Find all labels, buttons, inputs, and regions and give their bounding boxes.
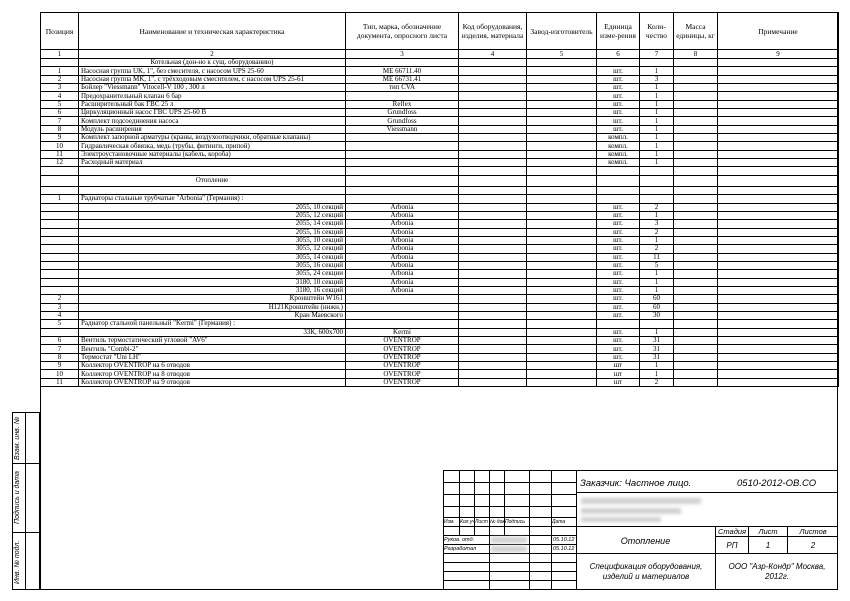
- row-qty: 1: [640, 117, 674, 125]
- row-type: Viessmann: [346, 125, 459, 133]
- row-type: OVENTROP: [346, 337, 459, 345]
- row-unit: шт.: [597, 75, 640, 83]
- row-type: OVENTROP: [346, 362, 459, 370]
- row-name: 3180, 10 секций: [79, 278, 346, 286]
- row-name: Коллектор OVENTROP на 6 отводов: [79, 362, 346, 370]
- row-position: 7: [41, 117, 79, 125]
- header-name: Наименование и техническая характеристика: [79, 13, 346, 50]
- row-name: 3055, 24 секции: [79, 270, 346, 278]
- row-qty: 1: [640, 211, 674, 219]
- row-unit: шт.: [597, 228, 640, 236]
- row-unit: шт.: [597, 261, 640, 269]
- column-number: 9: [718, 50, 839, 59]
- row-type: Arbonia: [346, 286, 459, 294]
- row-name: H121Кронштейн (нижн.): [79, 303, 346, 311]
- row-unit: шт.: [597, 311, 640, 319]
- sidebar-value-cell: [25, 463, 40, 533]
- row-name: Котельная (дон-но к сущ. оборудованию): [79, 59, 346, 67]
- stamp-kol: Кол.уч: [460, 519, 475, 525]
- row-position: 3: [41, 303, 79, 311]
- row-unit: шт.: [597, 67, 640, 75]
- row-name: 3055, 14 секций: [79, 253, 346, 261]
- row-qty: 1: [640, 134, 674, 142]
- row-name: Комплект подсоединения насоса: [79, 117, 346, 125]
- row-qty: 1: [640, 270, 674, 278]
- row-position: 6: [41, 109, 79, 117]
- row-name: 2055, 16 секций: [79, 228, 346, 236]
- row-name: Радиаторы стальные трубчатые "Arbonia" (Германия) :: [79, 195, 346, 203]
- row-unit: шт.: [597, 220, 640, 228]
- column-number: 4: [459, 50, 527, 59]
- row-name: Вентиль "Combi-2": [79, 345, 346, 353]
- row-name: Термостат "Uni LH": [79, 353, 346, 361]
- row-type: Grundfoss: [346, 109, 459, 117]
- row-unit: компл.: [597, 150, 640, 158]
- row-type: OVENTROP: [346, 345, 459, 353]
- row-type: Arbonia: [346, 211, 459, 219]
- row-name: Модуль расширения: [79, 125, 346, 133]
- row-type: Arbonia: [346, 278, 459, 286]
- row-name: Бойлер "Viessmann" Vitocell-V 100 , 300 л: [79, 84, 346, 92]
- header-qty: Коли-чество: [640, 13, 674, 50]
- organization: ООО "Азр-Кондр" Москва, 2012г.: [728, 562, 826, 581]
- row-qty: 1: [640, 109, 674, 117]
- row-position: 2: [41, 295, 79, 303]
- row-name: Комплект запорной арматуры (краны, воздухоотводчики, обратные клапаны): [79, 134, 346, 142]
- row-qty: 1: [640, 142, 674, 150]
- row-qty: 1: [640, 159, 674, 167]
- row-type: Arbonia: [346, 236, 459, 244]
- row-position: 5: [41, 100, 79, 108]
- row-name: Циркуляционный насос ГВС UPS 25-60 B: [79, 109, 346, 117]
- row-qty: 1: [640, 100, 674, 108]
- row-qty: 5: [640, 261, 674, 269]
- row-position: 8: [41, 125, 79, 133]
- row-position: 5: [41, 320, 79, 328]
- row-qty: 3: [640, 75, 674, 83]
- row-qty: 1: [640, 278, 674, 286]
- row-type: OVENTROP: [346, 378, 459, 386]
- row-qty: 31: [640, 345, 674, 353]
- row-position: 11: [41, 378, 79, 386]
- stamp-list: Лист: [475, 519, 488, 525]
- stamp-date: Дата: [552, 519, 566, 525]
- row-type: Arbonia: [346, 203, 459, 211]
- column-number: 3: [346, 50, 459, 59]
- row-qty: 2: [640, 228, 674, 236]
- stamp-date-2: 05.10.12: [553, 546, 575, 552]
- row-name: Насосная группа UK, 1", без смесителя, с насосом UPS 25-60: [79, 67, 346, 75]
- row-unit: шт.: [597, 337, 640, 345]
- row-qty: 30: [640, 311, 674, 319]
- row-name: 3055, 10 секций: [79, 236, 346, 244]
- row-type: тип CVA: [346, 84, 459, 92]
- row-unit: компл.: [597, 159, 640, 167]
- row-unit: шт: [597, 370, 640, 378]
- row-position: 4: [41, 92, 79, 100]
- row-unit: шт: [597, 362, 640, 370]
- row-name: 3055, 12 секций: [79, 245, 346, 253]
- row-name: Радиатор стальной панельный "Kermi" (Германия) :: [79, 320, 346, 328]
- row-name: 3180, 16 секций: [79, 286, 346, 294]
- column-number: 8: [674, 50, 718, 59]
- header-note: Примечание: [718, 13, 839, 50]
- row-type: Arbonia: [346, 220, 459, 228]
- row-type: OVENTROP: [346, 353, 459, 361]
- row-name: 2055, 10 секций: [79, 203, 346, 211]
- row-name: Коллектор OVENTROP на 8 отводов: [79, 370, 346, 378]
- row-qty: 31: [640, 353, 674, 361]
- row-name: Коллектор OVENTROP на 9 отводов: [79, 378, 346, 386]
- column-number: 6: [597, 50, 640, 59]
- row-type: Kermi: [346, 328, 459, 336]
- stamp-rukov: Руков. отд.: [444, 537, 475, 543]
- row-qty: 3: [640, 220, 674, 228]
- row-unit: шт.: [597, 278, 640, 286]
- row-position: 1: [41, 67, 79, 75]
- side-approval-stamp: [12, 412, 40, 590]
- header-type: Тип, марка, обозначение документа, опросного листа: [346, 13, 459, 50]
- row-name: 2055, 14 секций: [79, 220, 346, 228]
- row-position: 4: [41, 311, 79, 319]
- row-type: Arbonia: [346, 270, 459, 278]
- document-title: Спецификация оборудования, изделий и материалов: [589, 562, 703, 581]
- row-name: Расширительный бак ГВС 25 л: [79, 100, 346, 108]
- row-type: OVENTROP: [346, 370, 459, 378]
- sidebar-value-cell: [25, 532, 40, 590]
- row-type: ME 66731.41: [346, 75, 459, 83]
- row-unit: шт.: [597, 236, 640, 244]
- row-type: Arbonia: [346, 253, 459, 261]
- row-unit: шт.: [597, 345, 640, 353]
- stamp-date-1: 05.10.12: [553, 537, 575, 543]
- row-unit: шт.: [597, 100, 640, 108]
- row-position: 6: [41, 337, 79, 345]
- row-unit: шт.: [597, 295, 640, 303]
- customer-label: Заказчик: Частное лицо.: [580, 478, 692, 489]
- header-code: Код оборудования, изделия, материала: [459, 13, 527, 50]
- row-unit: шт.: [597, 211, 640, 219]
- row-unit: шт.: [597, 117, 640, 125]
- sheets-value: 2: [810, 541, 816, 550]
- row-position: 10: [41, 370, 79, 378]
- row-name: Вентиль термостатический угловой "AV6": [79, 337, 346, 345]
- sidebar-inventory-label: Инв. № подл.: [14, 540, 21, 584]
- row-position: 10: [41, 142, 79, 150]
- row-type: Arbonia: [346, 261, 459, 269]
- stamp-izm: Изм.: [444, 519, 455, 525]
- row-unit: шт.: [597, 84, 640, 92]
- row-qty: 1: [640, 328, 674, 336]
- row-unit: шт.: [597, 270, 640, 278]
- row-position: 2: [41, 75, 79, 83]
- row-unit: шт.: [597, 92, 640, 100]
- sidebar-value-cell: [25, 412, 40, 464]
- row-type: Arbonia: [346, 228, 459, 236]
- row-position: 9: [41, 134, 79, 142]
- row-qty: 2: [640, 378, 674, 386]
- row-qty: 1: [640, 286, 674, 294]
- row-name: Предохранительный клапан 6 бар: [79, 92, 346, 100]
- row-unit: шт.: [597, 109, 640, 117]
- row-unit: шт.: [597, 303, 640, 311]
- document-code: 0510-2012-ОВ.СО: [737, 478, 817, 489]
- column-number: 1: [41, 50, 79, 59]
- sheet-frame: [40, 12, 838, 590]
- row-qty: 1: [640, 150, 674, 158]
- stamp-ndok: № док.: [490, 519, 507, 525]
- row-position: 9: [41, 362, 79, 370]
- row-name: 2055, 12 секций: [79, 211, 346, 219]
- header-maker: Завод-изготовитель: [527, 13, 597, 50]
- row-name: Электроустановочные материалы (кабель, короба): [79, 150, 346, 158]
- row-name: Насосная группа MK, 1", с трёхходовым смесителем, с насосом UPS 25-61: [79, 75, 346, 83]
- column-number: 5: [527, 50, 597, 59]
- row-unit: шт: [597, 378, 640, 386]
- row-position: 7: [41, 345, 79, 353]
- row-name: Кронштейн W161: [79, 295, 346, 303]
- row-type: Arbonia: [346, 245, 459, 253]
- row-unit: шт.: [597, 286, 640, 294]
- sidebar-signature-label: Подпись и дата: [14, 471, 21, 524]
- sheet-header: Лист: [758, 527, 778, 536]
- header-position: Позиция: [41, 13, 79, 50]
- row-qty: 1: [640, 92, 674, 100]
- row-qty: 60: [640, 295, 674, 303]
- row-name: Кран Маевского: [79, 311, 346, 319]
- row-position: 12: [41, 159, 79, 167]
- header-mass: Масса единицы, кг: [674, 13, 718, 50]
- row-unit: шт.: [597, 245, 640, 253]
- sheets-header: Листов: [799, 527, 827, 536]
- row-qty: 1: [640, 362, 674, 370]
- stamp-podp: Подпись: [505, 519, 525, 525]
- row-name: Отопление: [79, 175, 346, 186]
- column-number: 7: [640, 50, 674, 59]
- row-type: Reflex: [346, 100, 459, 108]
- header-unit: Единица изме-рения: [597, 13, 640, 50]
- row-unit: шт.: [597, 353, 640, 361]
- row-unit: шт.: [597, 253, 640, 261]
- sidebar-vzam-label: Взам. инв. №: [14, 416, 21, 460]
- row-qty: 60: [640, 303, 674, 311]
- row-unit: шт.: [597, 125, 640, 133]
- row-name: Расходный материал: [79, 159, 346, 167]
- section-name: Отопление: [620, 536, 671, 546]
- column-number: 2: [79, 50, 346, 59]
- row-name: 3055, 16 секций: [79, 261, 346, 269]
- row-position: 3: [41, 84, 79, 92]
- stamp-razrab: Разработал: [444, 546, 477, 552]
- row-name: 33К, 600х700: [79, 328, 346, 336]
- row-qty: 2: [640, 245, 674, 253]
- row-position: 11: [41, 150, 79, 158]
- row-qty: 31: [640, 337, 674, 345]
- row-qty: 1: [640, 236, 674, 244]
- row-qty: 1: [640, 125, 674, 133]
- row-unit: шт.: [597, 328, 640, 336]
- row-qty: 11: [640, 253, 674, 261]
- row-position: 1: [41, 195, 79, 203]
- sheet-value: 1: [765, 541, 771, 550]
- row-unit: компл.: [597, 142, 640, 150]
- row-unit: шт.: [597, 203, 640, 211]
- row-qty: 1: [640, 84, 674, 92]
- row-name: Гидравлическая обвязка, медь (трубы, фитинги, припой): [79, 142, 346, 150]
- row-qty: 1: [640, 67, 674, 75]
- stage-header: Стадия: [717, 527, 747, 536]
- row-qty: 1: [640, 370, 674, 378]
- row-qty: 2: [640, 203, 674, 211]
- row-unit: компл.: [597, 134, 640, 142]
- row-position: 8: [41, 353, 79, 361]
- stage-value: РП: [726, 541, 738, 550]
- row-type: ME 66711.40: [346, 67, 459, 75]
- row-type: Grundfoss: [346, 117, 459, 125]
